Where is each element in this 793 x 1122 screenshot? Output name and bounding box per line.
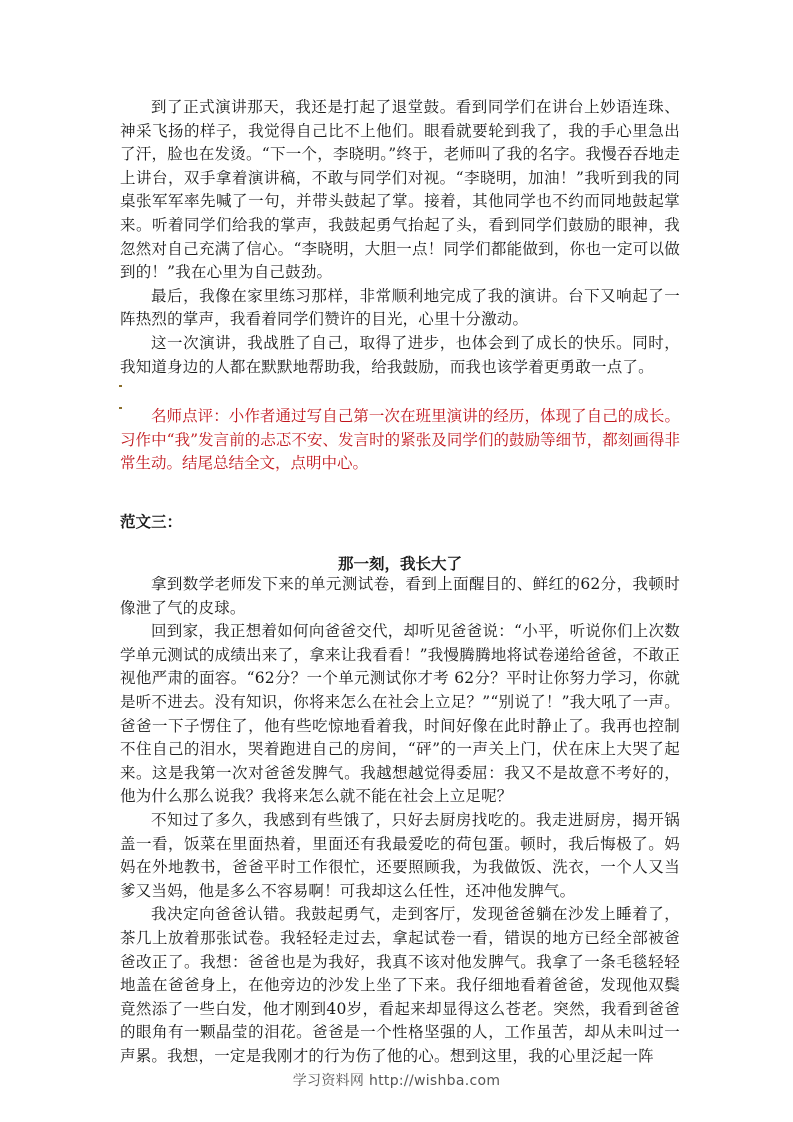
essay-three-paragraph: 回到家，我正想着如何向爸爸交代，却听见爸爸说：“小平，听说你们上次数学单元测试的成绩出来了，拿来让我看看！”我慢腾腾地将试卷递给爸爸，不敢正视他严肃的面容。“62分？一个单元测试你才考 62分？平时让你努力学习，你就是听不进去。没有知识，你将来怎么在社会上立足？”“别说了！”我大吼了一声。爸爸一下子愣住了，他有些吃惊地看着我，时间好像在此时静止了。我再也控制不住自己的泪水，哭着跑进自己的房间，“砰”的一声关上门，伏在床上大哭了起来。这是我第一次对爸爸发脾气。我越想越觉得委屈：我又不是故意不考好的，他为什么那么说我？我将来怎么就不能在社会上立足呢？ xyxy=(120,622,680,806)
footer-watermark: 学习资料网 http://wishba.com xyxy=(292,1073,501,1089)
essay-two-paragraph: 到了正式演讲那天，我还是打起了退堂鼓。看到同学们在讲台上妙语连珠、神采飞扬的样子，我觉得自己比不上他们。眼看就要轮到我了，我的手心里急出了汗，脸也在发烫。“下一个，李晓明。”终于，老师叫了我的名字。我慢吞吞地走上讲台，双手拿着演讲稿，不敢与同学们对视。“李晓明，加油！”我听到我的同桌张军军率先喊了一句，并带头鼓起了掌。接着，其他同学也不约而同地鼓起掌来。听着同学们给我的掌声，我鼓起勇气抬起了头，看到同学们鼓励的眼神，我忽然对自己充满了信心。“李晓明，大胆一点！同学们都能做到，你也一定可以做到的！”我在心里为自己鼓劲。 xyxy=(120,98,680,282)
essay-two-paragraph: 这一次演讲，我战胜了自己，取得了进步，也体会到了成长的快乐。同时，我知道身边的人都在默默地帮助我，给我鼓励，而我也该学着更勇敢一点了。 xyxy=(120,333,680,376)
essay-three-body xyxy=(120,573,680,1068)
edit-mark xyxy=(119,385,122,387)
essay-title: 那一刻，我长大了 xyxy=(337,555,462,573)
teacher-comment: 名师点评：小作者通过写自己第一次在班里演讲的经历，体现了自己的成长。习作中“我”发言前的忐忑不安、发言时的紧张及同学们的鼓励等细节，都刻画得非常生动。结尾总结全文，点明中心。 xyxy=(120,407,680,473)
essay-three-paragraph: 不知过了多久，我感到有些饿了，只好去厨房找吃的。我走进厨房，揭开锅盖一看，饭菜在里面热着，里面还有我最爱吃的荷包蛋。顿时，我后悔极了。妈妈在外地教书，爸爸平时工作很忙，还要照顾我，为我做饭、洗衣，一个人又当爹又当妈，他是多么不容易啊！可我却这么任性，还冲他发脾气。 xyxy=(120,810,680,900)
section-heading: 范文三： xyxy=(120,513,183,531)
essay-three-paragraph: 拿到数学老师发下来的单元测试卷，看到上面醒目的、鲜红的62分，我顿时像泄了气的皮球。 xyxy=(120,575,680,617)
essay-two-paragraph: 最后，我像在家里练习那样，非常顺利地完成了我的演讲。台下又响起了一阵热烈的掌声，我看着同学们赞许的目光，心里十分激动。 xyxy=(120,286,680,329)
essay-three-paragraph: 我决定向爸爸认错。我鼓起勇气，走到客厅，发现爸爸躺在沙发上睡着了，茶几上放着那张试卷。我轻轻走过去，拿起试卷一看，错误的地方已经全部被爸爸改正了。我想：爸爸也是为我好，我真不该对他发脾气。我拿了一条毛毯轻轻地盖在爸爸身上，在他旁边的沙发上坐了下来。我仔细地看着爸爸，发现他双鬓竟然添了一些白发，他才刚到40岁，看起来却显得这么苍老。突然，我看到爸爸的眼角有一颗晶莹的泪花。爸爸是一个性格坚强的人，工作虽苦，却从未叫过一声累。我想，一定是我刚才的行为伤了他的心。想到这里，我的心里泛起一阵 xyxy=(120,905,680,1065)
essay-two-body xyxy=(120,96,680,379)
